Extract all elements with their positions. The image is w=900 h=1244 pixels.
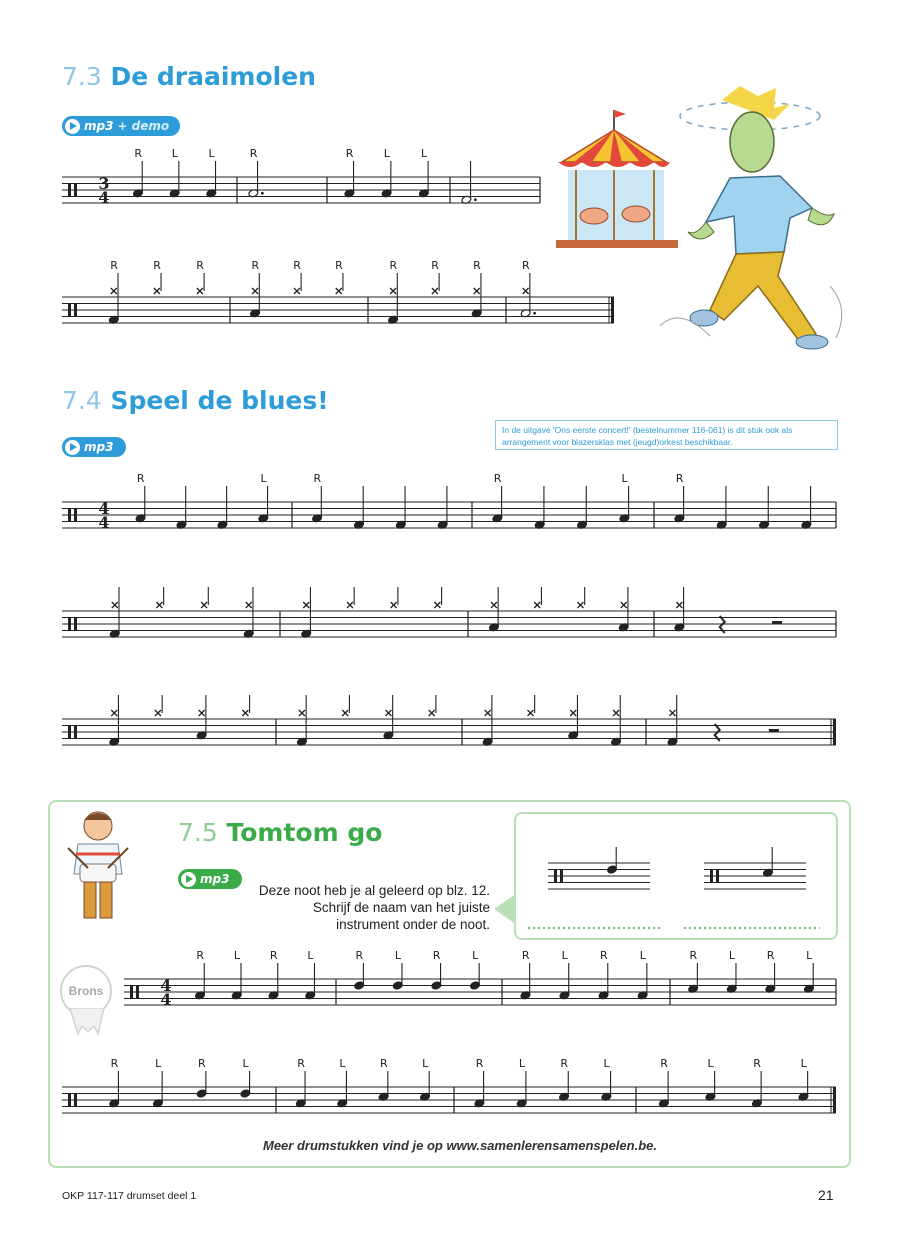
- percussion-clef: [716, 870, 719, 883]
- mp3-label: mp3: [84, 440, 114, 454]
- hihat-notehead: [242, 710, 248, 716]
- sticking-label: R: [475, 1057, 484, 1070]
- percussion-clef: [68, 618, 71, 631]
- sticking-label: L: [603, 1057, 610, 1070]
- hihat-notehead: [485, 710, 491, 716]
- more-pieces-note: Meer drumstukken vind je op www.samenlerensamenspelen.be.: [263, 1138, 657, 1153]
- section-number: 7.3: [62, 62, 102, 91]
- time-signature-bottom: 4: [98, 188, 110, 207]
- sticking-label: R: [136, 472, 145, 485]
- hihat-notehead: [199, 710, 205, 716]
- tom1-notehead: [240, 1089, 251, 1098]
- sticking-label: R: [660, 1057, 668, 1070]
- sticking-label: R: [269, 949, 278, 962]
- sticking-label: L: [707, 1057, 714, 1070]
- sticking-label: R: [431, 259, 439, 272]
- hihat-notehead: [429, 710, 435, 716]
- section-name: De draaimolen: [110, 62, 316, 91]
- hihat-notehead: [491, 602, 497, 608]
- sticking-label: R: [110, 1057, 119, 1070]
- hihat-notehead: [252, 288, 258, 294]
- tom1-notehead: [392, 981, 403, 990]
- sticking-label: R: [313, 472, 322, 485]
- sticking-label: R: [297, 1057, 305, 1070]
- percussion-clef: [68, 304, 71, 317]
- percussion-clef: [136, 986, 139, 999]
- hihat-notehead: [154, 288, 160, 294]
- sticking-label: R: [473, 259, 481, 272]
- hihat-notehead: [523, 288, 529, 294]
- hihat-notehead: [294, 288, 300, 294]
- hihat-notehead: [385, 710, 391, 716]
- final-barline: [833, 1087, 836, 1113]
- tom1-notehead: [354, 981, 365, 990]
- sticking-label: R: [753, 1057, 761, 1070]
- sticking-label: R: [196, 949, 205, 962]
- section-number: 7.4: [62, 386, 102, 415]
- page-number: 21: [818, 1187, 834, 1203]
- section-name: Speel de blues!: [110, 386, 329, 415]
- score-7-3-line-1: [62, 147, 540, 207]
- publication-code: OKP 117-117 drumset deel 1: [62, 1190, 197, 1202]
- sticking-label: L: [307, 949, 314, 962]
- tom1-notehead: [607, 865, 618, 874]
- percussion-clef: [68, 1094, 71, 1107]
- hihat-notehead: [336, 288, 342, 294]
- demo-label: + demo: [117, 119, 170, 133]
- sticking-label: R: [599, 949, 608, 962]
- percussion-clef: [68, 184, 71, 197]
- sticking-label: R: [522, 259, 530, 272]
- sticking-label: R: [110, 259, 118, 272]
- sticking-label: R: [389, 259, 398, 272]
- time-signature-top: 4: [98, 499, 110, 518]
- sticking-label: L: [421, 147, 428, 160]
- sticking-label: L: [242, 1057, 249, 1070]
- sticking-label: L: [394, 949, 402, 962]
- sticking-label: L: [339, 1057, 346, 1070]
- sticking-label: R: [689, 949, 698, 962]
- sticking-label: L: [518, 1057, 525, 1070]
- sticking-label: R: [153, 259, 161, 272]
- sticking-label: R: [766, 949, 775, 962]
- hihat-notehead: [670, 710, 676, 716]
- sticking-label: L: [208, 147, 215, 160]
- hihat-notehead: [434, 602, 440, 608]
- sticking-label: R: [249, 147, 258, 160]
- hihat-notehead: [201, 602, 207, 608]
- tom1-notehead: [196, 1089, 207, 1098]
- exercise-instruction: Deze noot heb je al geleerd op blz. 12. Schrijf de naam van het juiste instrument onder de noot.: [258, 883, 490, 932]
- time-signature-top: 3: [98, 174, 110, 193]
- sticking-label: L: [639, 949, 646, 962]
- tom1-notehead: [470, 981, 481, 990]
- sticking-label: R: [560, 1057, 569, 1070]
- percussion-clef: [74, 304, 77, 317]
- sticking-label: R: [335, 259, 343, 272]
- sticking-label: R: [355, 949, 364, 962]
- hihat-notehead: [621, 602, 627, 608]
- percussion-clef: [74, 184, 77, 197]
- final-barline: [611, 297, 614, 323]
- percussion-clef: [74, 1094, 77, 1107]
- hihat-notehead: [613, 710, 619, 716]
- augmentation-dot: [261, 192, 264, 195]
- percussion-clef: [68, 509, 71, 522]
- hihat-notehead: [246, 602, 252, 608]
- sticking-label: L: [155, 1057, 162, 1070]
- arrangement-info: In de uitgave 'Ons eerste concert!' (bestelnummer 116-061) is dit stuk ook als arrangement voor blazersklas met (jeugd)orkest beschikbaar.: [495, 420, 838, 450]
- sticking-label: R: [675, 472, 684, 485]
- percussion-clef: [68, 726, 71, 739]
- hihat-notehead: [303, 602, 309, 608]
- score-7-5-line-1: [124, 949, 836, 1009]
- percussion-clef: [560, 870, 563, 883]
- percussion-clef: [130, 986, 133, 999]
- sticking-label: R: [293, 259, 301, 272]
- hihat-notehead: [112, 602, 118, 608]
- percussion-clef: [74, 618, 77, 631]
- half-rest: [769, 729, 779, 732]
- hihat-notehead: [156, 602, 162, 608]
- percussion-clef: [74, 509, 77, 522]
- sticking-label: L: [561, 949, 568, 962]
- augmentation-dot: [474, 198, 477, 201]
- tom1-notehead: [431, 981, 442, 990]
- hihat-notehead: [342, 710, 348, 716]
- mp3-label: mp3: [200, 872, 230, 886]
- exercise-staff-1: [548, 847, 650, 889]
- sticking-label: L: [383, 147, 390, 160]
- sticking-label: R: [379, 1057, 388, 1070]
- hihat-notehead: [391, 602, 397, 608]
- hihat-notehead: [432, 288, 438, 294]
- hihat-notehead: [347, 602, 353, 608]
- sticking-label: L: [472, 949, 479, 962]
- hihat-notehead: [197, 288, 203, 294]
- time-signature-bottom: 4: [98, 513, 110, 532]
- hihat-notehead: [299, 710, 305, 716]
- mp3-label: mp3: [84, 119, 114, 133]
- hihat-notehead: [111, 710, 117, 716]
- hihat-notehead: [474, 288, 480, 294]
- score-7-4-line-3: [62, 695, 836, 746]
- sticking-label: L: [728, 949, 736, 962]
- sticking-label: R: [493, 472, 502, 485]
- final-barline: [833, 719, 836, 745]
- hihat-notehead: [534, 602, 540, 608]
- score-7-5-line-2: [62, 1057, 836, 1113]
- hihat-notehead: [111, 288, 117, 294]
- score-7-3-line-2: [62, 259, 614, 324]
- sticking-label: R: [198, 1057, 206, 1070]
- sticking-label: R: [251, 259, 260, 272]
- sticking-label: R: [196, 259, 204, 272]
- percussion-clef: [710, 870, 713, 883]
- sticking-label: L: [171, 147, 178, 160]
- exercise-staff-2: [704, 847, 806, 889]
- time-signature-top: 4: [160, 976, 172, 995]
- hihat-notehead: [527, 710, 533, 716]
- hihat-notehead: [577, 602, 583, 608]
- score-7-4-line-2: [62, 587, 836, 638]
- sticking-label: R: [345, 147, 354, 160]
- hihat-notehead: [570, 710, 576, 716]
- sticking-label: L: [233, 949, 241, 962]
- sticking-label: L: [422, 1057, 429, 1070]
- sticking-label: R: [521, 949, 530, 962]
- sticking-label: L: [800, 1057, 807, 1070]
- sticking-label: R: [134, 147, 143, 160]
- sticking-label: L: [806, 949, 813, 962]
- sticking-label: R: [432, 949, 441, 962]
- sticking-label: L: [260, 472, 267, 485]
- section-number: 7.5: [178, 818, 218, 847]
- hihat-notehead: [155, 710, 161, 716]
- sticking-label: L: [621, 472, 628, 485]
- time-signature-bottom: 4: [160, 990, 172, 1009]
- augmentation-dot: [533, 312, 536, 315]
- half-rest: [772, 621, 782, 624]
- hihat-notehead: [390, 288, 396, 294]
- percussion-clef: [74, 726, 77, 739]
- section-name: Tomtom go: [226, 818, 383, 847]
- hihat-notehead: [676, 602, 682, 608]
- score-7-4-line-1: [62, 472, 836, 532]
- level-badge: Brons: [60, 965, 112, 1017]
- percussion-clef: [554, 870, 557, 883]
